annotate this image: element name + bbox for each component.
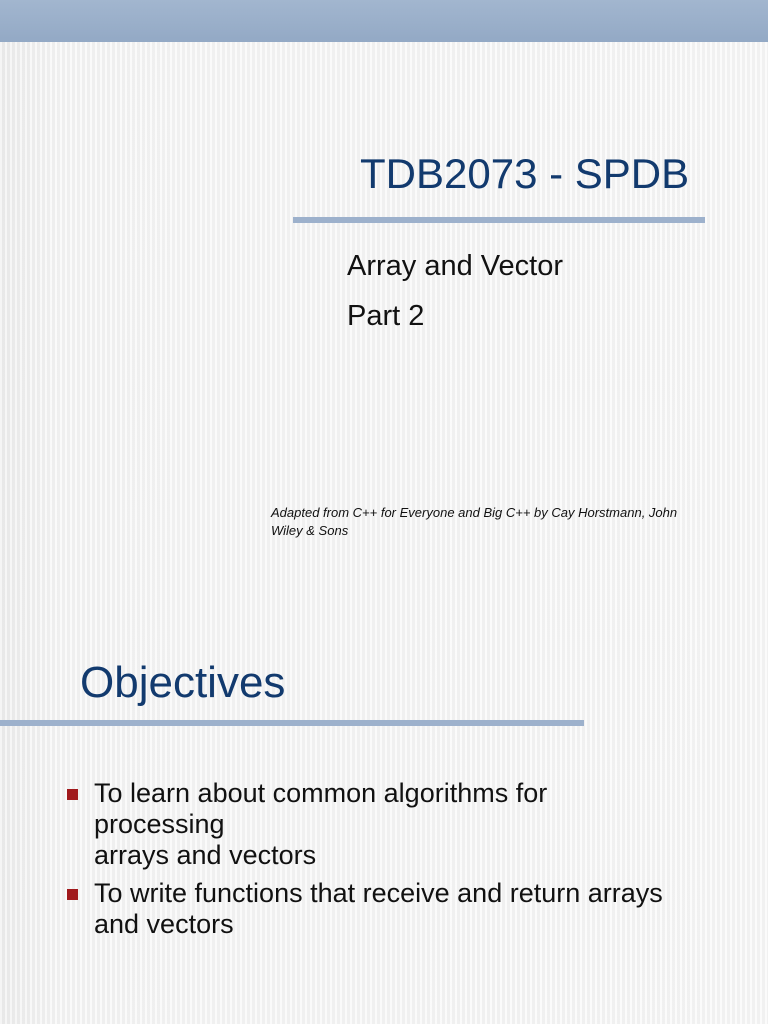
header-bar xyxy=(0,0,768,42)
objectives-slide xyxy=(0,576,768,1024)
objectives-title: Objectives xyxy=(80,658,286,707)
subtitle-line-2: Part 2 xyxy=(347,300,425,332)
bullet-1-line-1: To learn about common algorithms for xyxy=(94,778,548,808)
square-bullet-icon xyxy=(67,889,78,900)
bullet-1-line-2: processing xyxy=(94,809,225,839)
list-item xyxy=(64,778,754,871)
credit-line-2: Wiley & Sons xyxy=(271,523,349,538)
square-bullet-icon xyxy=(67,789,78,800)
bullet-2-line-1: To write functions that receive and return arrays xyxy=(94,878,663,908)
bullet-2-line-2: and vectors xyxy=(94,909,234,939)
objectives-list xyxy=(64,778,754,947)
objectives-underline xyxy=(0,720,584,726)
credit-line-1: Adapted from C++ for Everyone and Big C++ by Cay Horstmann, John xyxy=(271,505,678,520)
title-underline xyxy=(293,217,705,223)
bullet-1-line-3: arrays and vectors xyxy=(94,840,317,870)
slide-title: TDB2073 - SPDB xyxy=(360,150,690,197)
credit-text xyxy=(271,504,751,540)
list-item xyxy=(64,878,754,940)
subtitle-line-1: Array and Vector xyxy=(347,250,563,282)
